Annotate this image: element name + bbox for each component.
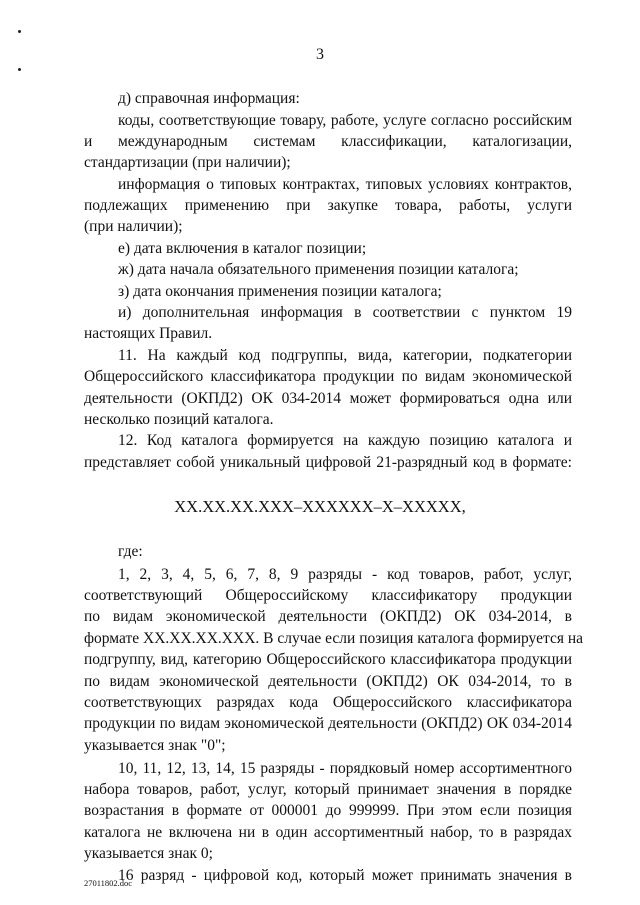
text-line: по видам экономической деятельности (ОКПД2) ОК 034-2014, то в	[84, 673, 572, 690]
file-name-footer: 27011802.doc	[84, 878, 133, 888]
text-line: возрастания в формате от 000001 до 999999. При этом если позиция	[84, 802, 572, 819]
text-line: продукции по видам экономической деятельности (ОКПД2) ОК 034-2014	[84, 715, 572, 732]
text-line: указывается знак 0;	[84, 845, 213, 862]
text-line: (при наличии);	[84, 218, 183, 235]
text-line: набора товаров, работ, услуг, который принимает значения в порядке	[84, 781, 572, 798]
text-line: деятельности (ОКПД2) ОК 034-2014 может формироваться одна или	[84, 390, 572, 407]
text-line: д) справочная информация:	[118, 90, 300, 107]
text-line: настоящих Правил.	[84, 325, 213, 342]
text-line: указывается знак "0";	[84, 737, 226, 754]
text-line: з) дата окончания применения позиции каталога;	[118, 283, 442, 300]
code-format: XX.XX.XX.XXX–XXXXXX–X–XXXXX,	[174, 497, 466, 516]
text-line: подлежащих применению при закупке товара, работы, услуги	[84, 197, 572, 214]
text-line: 1, 2, 3, 4, 5, 6, 7, 8, 9 разряды - код товаров, работ, услуг,	[118, 566, 572, 583]
text-line: 16 разряд - цифровой код, который может принимать значения в	[118, 867, 572, 884]
text-line: ж) дата начала обязательного применения позиции каталога;	[118, 261, 519, 278]
text-line: информация о типовых контрактах, типовых условиях контрактов,	[118, 176, 572, 193]
text-line: по видам экономической деятельности (ОКПД2) ОК 034-2014, в	[84, 608, 572, 625]
text-line: и международным системам классификации, каталогизации,	[84, 133, 572, 150]
text-line: Общероссийского классификатора продукции по видам экономической	[84, 368, 572, 385]
text-line: 11. На каждый код подгруппы, вида, категории, подкатегории	[118, 347, 572, 364]
text-line: 10, 11, 12, 13, 14, 15 разряды - порядковый номер ассортиментного	[118, 760, 572, 777]
text-line: несколько позиций каталога.	[84, 411, 274, 428]
text-line: где:	[118, 543, 143, 560]
text-line: соответствующий Общероссийскому классификатору продукции	[84, 587, 572, 604]
text-line: и) дополнительная информация в соответствии с пунктом 19	[118, 304, 572, 321]
text-line: коды, соответствующие товару, работе, услуге согласно российским	[118, 112, 572, 129]
text-line: соответствующих разрядах кода Общероссийского классификатора	[84, 694, 572, 711]
scan-mark	[18, 68, 21, 71]
page-number: 3	[316, 46, 324, 63]
text-line: формате XX.XX.XX.XXX. В случае если позиция каталога формируется на	[84, 630, 584, 647]
text-line: каталога не включена ни в один ассортиментный набор, то в разрядах	[84, 824, 572, 841]
text-line: е) дата включения в каталог позиции;	[118, 240, 367, 257]
scan-mark	[18, 30, 21, 33]
text-line: подгруппу, вид, категорию Общероссийского классификатора продукции	[84, 651, 572, 668]
text-line: представляет собой уникальный цифровой 21-разрядный код в формате:	[84, 454, 572, 471]
text-line: стандартизации (при наличии);	[84, 154, 291, 171]
text-line: 12. Код каталога формируется на каждую позицию каталога и	[118, 432, 572, 449]
